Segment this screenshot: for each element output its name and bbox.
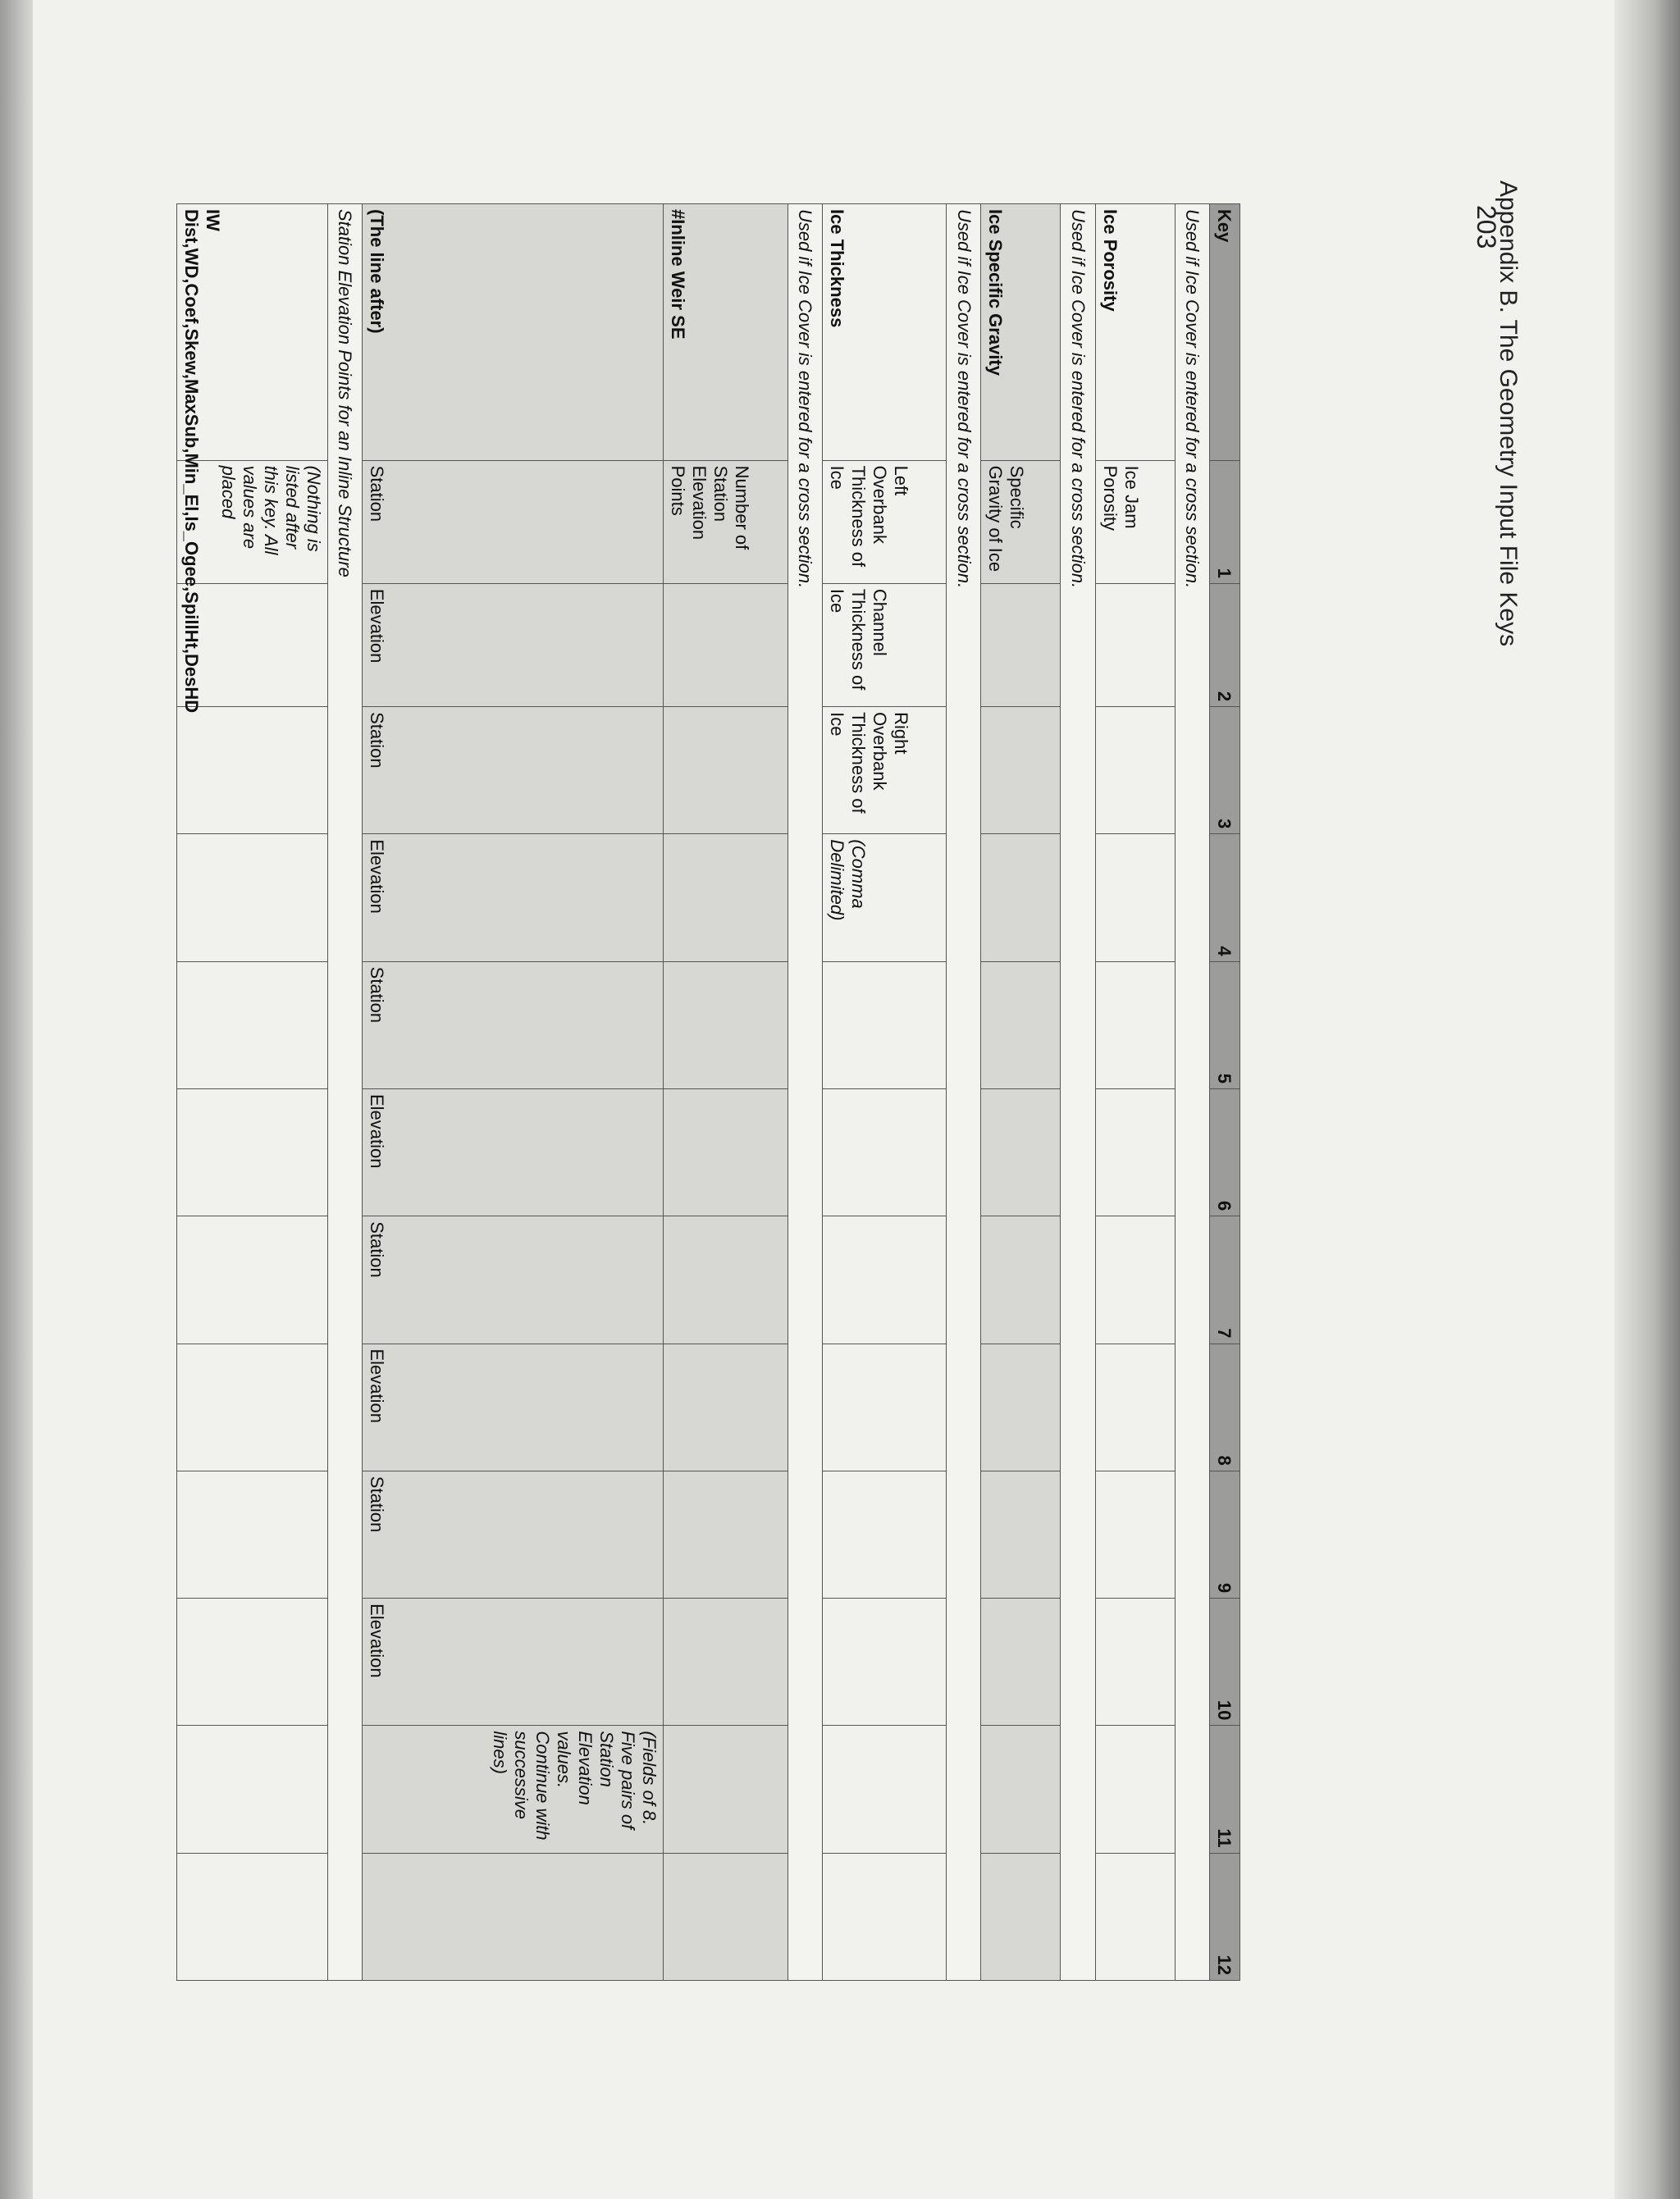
note-ice-porosity: Used if Ice Cover is entered for a cross section. — [1175, 204, 1209, 1981]
col-header-7: 7 — [1210, 1216, 1240, 1344]
cell-line-after-5: Station — [362, 961, 663, 1088]
table-row-line-after — [362, 204, 663, 1981]
col-header-2: 2 — [1210, 583, 1240, 706]
note-row — [1175, 204, 1209, 1981]
cell-line-after-6: Elevation — [362, 1088, 663, 1216]
table-row-inline-weir-se — [664, 204, 788, 1981]
geometry-keys-table — [176, 203, 1240, 1981]
key-iw: IW Dist,WD,Coef,Skew,MaxSub,Min_El,Is_Ogee,SpillHt,DesHD — [177, 204, 328, 461]
col-header-key: Key — [1210, 204, 1240, 461]
page-edge-left — [0, 0, 33, 2199]
cell-ice-thickness-2: Channel Thickness of Ice — [822, 583, 946, 706]
note-row — [1061, 204, 1095, 1981]
geometry-keys-table-rotated — [176, 203, 1240, 1981]
table-row-ice-specific-gravity — [981, 204, 1061, 1981]
col-header-6: 6 — [1210, 1088, 1240, 1216]
col-header-9: 9 — [1210, 1471, 1240, 1598]
key-ice-thickness: Ice Thickness — [822, 204, 946, 461]
key-line-after: (The line after) — [362, 204, 663, 461]
note-row — [947, 204, 981, 1981]
cell-ice-thickness-3: Right Overbank Thickness of Ice — [822, 707, 946, 834]
cell-inline-weir-se-1: Number of Station Elevation Points — [664, 460, 788, 583]
table-row-ice-thickness — [822, 204, 946, 1981]
key-ice-porosity: Ice Porosity — [1095, 204, 1175, 461]
note-ice-thickness: Used if Ice Cover is entered for a cross section. — [947, 204, 981, 1981]
table-header-row — [1210, 204, 1240, 1981]
page-number: 203 — [1472, 205, 1501, 249]
col-header-8: 8 — [1210, 1344, 1240, 1471]
cell-iw-1: (Nothing is listed after this key. All values are placed — [177, 460, 328, 583]
page-edge-right — [1614, 0, 1680, 2199]
table-row-ice-porosity — [1095, 204, 1175, 1981]
key-inline-weir-se: #Inline Weir SE — [664, 204, 788, 461]
cell-ice-thickness-4: (Comma Delimited) — [822, 834, 946, 961]
cell-line-after-7: Station — [362, 1216, 663, 1344]
running-header: Appendix B. The Geometry Input File Keys — [1495, 180, 1522, 647]
note-ice-specific-gravity: Used if Ice Cover is entered for a cross section. — [1061, 204, 1095, 1981]
col-header-3: 3 — [1210, 707, 1240, 834]
note-row — [327, 204, 362, 1981]
note-row — [788, 204, 822, 1981]
note-inline-weir-se: Used if Ice Cover is entered for a cross section. — [788, 204, 822, 1981]
cell-ice-thickness-1: Left Overbank Thickness of Ice — [822, 460, 946, 583]
cell-line-after-8: Elevation — [362, 1344, 663, 1471]
key-ice-specific-gravity: Ice Specific Gravity — [981, 204, 1061, 461]
col-header-11: 11 — [1210, 1726, 1240, 1853]
cell-line-after-11: (Fields of 8. Five pairs of Station Elevation values. Continue with successive lines) — [362, 1726, 663, 1853]
cell-ice-specific-gravity-1: Specific Gravity of Ice — [981, 460, 1061, 583]
cell-line-after-9: Station — [362, 1471, 663, 1598]
table-row-iw — [177, 204, 328, 1981]
col-header-5: 5 — [1210, 961, 1240, 1088]
cell-ice-porosity-1: Ice Jam Porosity — [1095, 460, 1175, 583]
col-header-12: 12 — [1210, 1853, 1240, 1980]
cell-line-after-1: Station — [362, 460, 663, 583]
note-iw: Station Elevation Points for an Inline Structure — [327, 204, 362, 1981]
cell-line-after-3: Station — [362, 707, 663, 834]
cell-line-after-4: Elevation — [362, 834, 663, 961]
col-header-1: 1 — [1210, 460, 1240, 583]
col-header-10: 10 — [1210, 1599, 1240, 1726]
cell-line-after-2: Elevation — [362, 583, 663, 706]
col-header-4: 4 — [1210, 834, 1240, 961]
cell-line-after-10: Elevation — [362, 1599, 663, 1726]
